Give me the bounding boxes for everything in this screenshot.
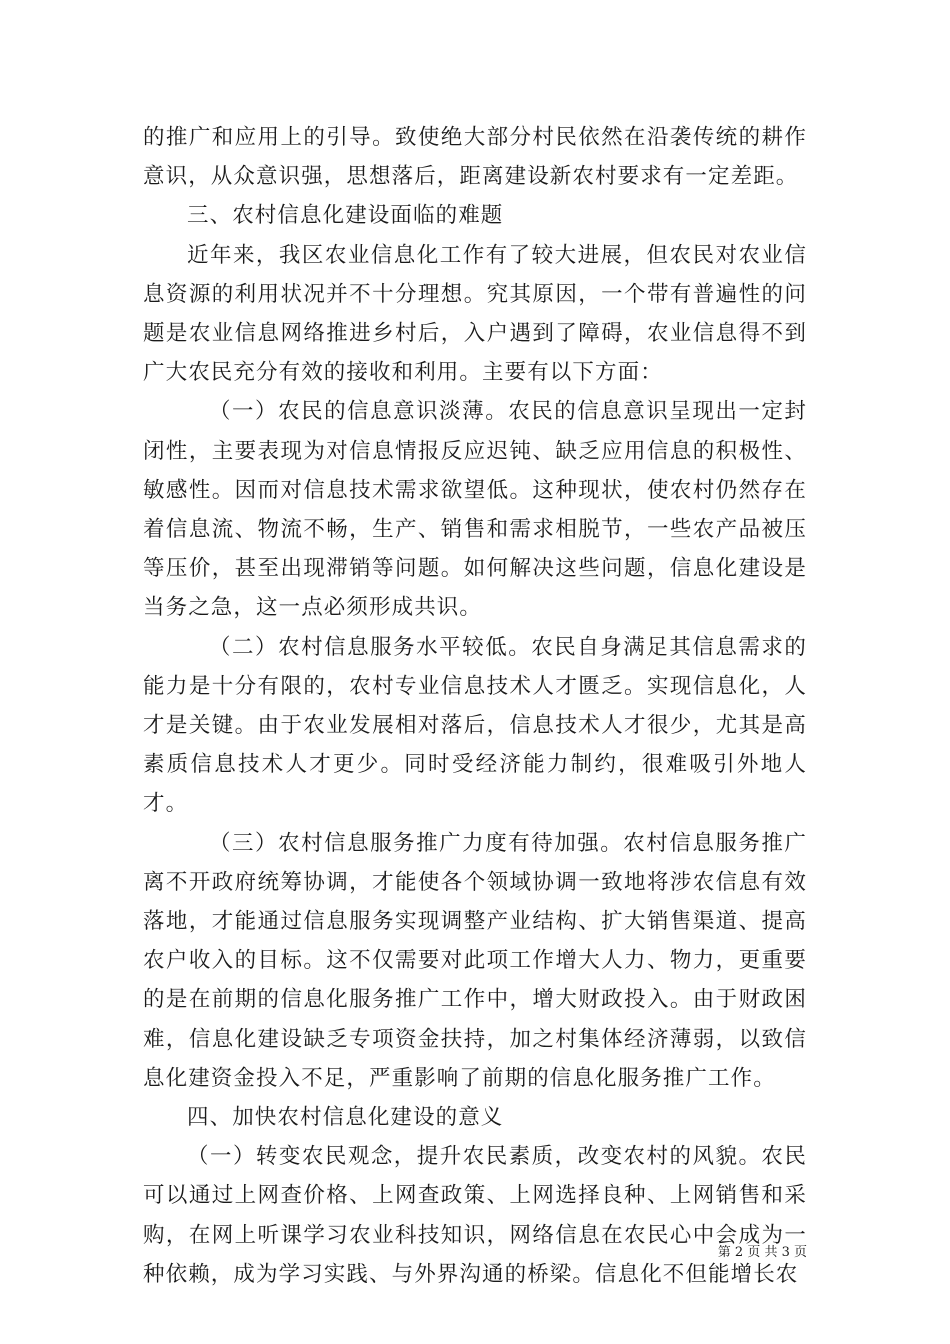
paragraph-continuation: 的推广和应用上的引导。致使绝大部分村民依然在沿袭传统的耕作意识，从众意识强，思想落后，距离建设新农村要求有一定差距。 [143,125,807,190]
paragraph-item-2: （二）农村信息服务水平较低。农民自身满足其信息需求的能力是十分有限的，农村专业信息技术人才匮乏。实现信息化，人才是关键。由于农业发展相对落后，信息技术人才很少，尤其是高素质信息技术人才更少。同时受经济能力制约，很难吸引外地人才。 [143,634,807,817]
section-heading-3: 三、农村信息化建设面临的难题 [187,203,504,229]
section-heading-4: 四、加快农村信息化建设的意义 [187,1105,504,1131]
paragraph-significance-1: （一）转变农民观念，提升农民素质，改变农村的风貌。农民可以通过上网查价格、上网查政策、上网选择良种、上网销售和采购，在网上听课学习农业科技知识，网络信息在农民心中会成为一种依赖，成为学习实践、与外界沟通的桥梁。信息化不但能增长农 [143,1144,807,1287]
paragraph-intro: 近年来，我区农业信息化工作有了较大进展，但农民对农业信息资源的利用状况并不十分理想。究其原因，一个带有普遍性的问题是农业信息网络推进乡村后，入户遇到了障碍，农业信息得不到广大农民充分有效的接收和利用。主要有以下方面： [143,242,807,386]
paragraph-item-1: （一）农民的信息意识淡薄。农民的信息意识呈现出一定封闭性，主要表现为对信息情报反应迟钝、缺乏应用信息的积极性、敏感性。因而对信息技术需求欲望低。这种现状，使农村仍然存在着信息流、物流不畅，生产、销售和需求相脱节，一些农产品被压等压价，甚至出现滞销等问题。如何解决这些问题，信息化建设是当务之急，这一点必须形成共识。 [143,399,807,621]
page-number: 第 2 页 共 3 页 [717,1245,807,1260]
document-body [143,118,807,1294]
paragraph-item-3: （三）农村信息服务推广力度有待加强。农村信息服务推广离不开政府统筹协调，才能使各个领域协调一致地将涉农信息有效落地，才能通过信息服务实现调整产业结构、扩大销售渠道、提高农户收入的目标。这不仅需要对此项工作增大人力、物力，更重要的是在前期的信息化服务推广工作中，增大财政投入。由于财政困难，信息化建设缺乏专项资金扶持，加之村集体经济薄弱，以致信息化建资金投入不足，严重影响了前期的信息化服务推广工作。 [143,830,807,1091]
